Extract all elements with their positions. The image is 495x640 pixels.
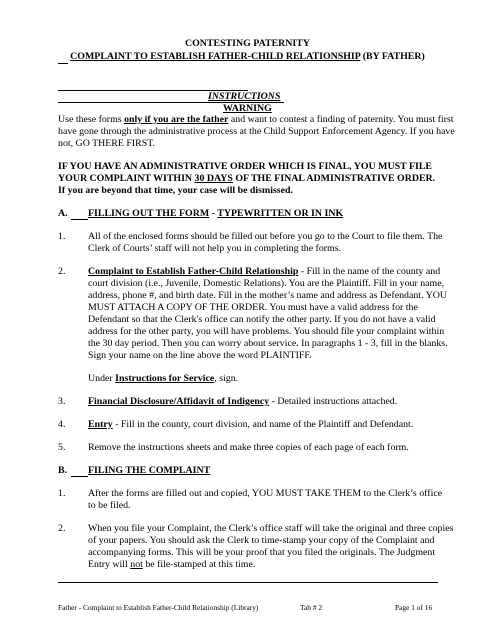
a3-form-name: Financial Disclosure/Affidavit of Indigency	[88, 396, 270, 407]
section-a-title-sub: TYPEWRITTEN OR IN INK	[217, 208, 344, 219]
b1-number: 1.	[58, 488, 66, 499]
section-b-letter: B.	[58, 465, 68, 476]
b2-line-2: of your papers. You should ask the Clerk to time-stamp your copy of the Complaint and	[88, 535, 435, 546]
a2-line-7: the 30 day period. Then you can worry about service. In paragraphs 1 - 3, fill in the blanks.	[88, 338, 448, 349]
a4-line	[88, 419, 413, 431]
a2-form-name: Complaint to Establish Father-Child Relationship	[88, 266, 299, 277]
a2-under-suffix: , sign.	[214, 373, 239, 384]
instructions-heading: INSTRUCTIONS	[208, 91, 281, 102]
b2-line-1: When you file your Complaint, the Clerk’s office staff will take the original and three copies	[88, 523, 454, 534]
section-a-title	[88, 208, 343, 220]
section-a-lead-rule	[71, 219, 88, 220]
a2-line-3: address, phone #, and birth date. Fill in the mother’s name and address as Defendant. YOU	[88, 290, 447, 301]
a2-number: 2.	[58, 266, 66, 277]
a1-line-1: All of the enclosed forms should be filled out before you go to the Court to file them. The	[88, 231, 443, 242]
b2-text: be file-stamped at this time.	[142, 559, 256, 570]
admin-notice-text: OF THE FINAL ADMINISTRATIVE ORDER.	[232, 173, 436, 184]
b2-text: Entry will	[88, 559, 131, 570]
warning-line-1	[58, 114, 454, 126]
b2-line-4	[88, 559, 255, 571]
instructions-for-service-ref: Instructions for Service	[115, 373, 215, 384]
footer-tab: Tab # 2	[300, 603, 323, 612]
warning-text: and want to contest a finding of paternity. You must first	[228, 114, 454, 125]
b2-not-emphasis: not	[130, 559, 143, 570]
a5-line: Remove the instructions sheets and make three copies of each page of each form.	[88, 442, 409, 453]
a3-line	[88, 396, 397, 408]
warning-text: Use these forms	[58, 114, 125, 125]
b1-line-2: to be filed.	[88, 500, 131, 511]
b1-line-1: After the forms are filled out and copied, YOU MUST TAKE THEM to the Clerk’s office	[88, 488, 443, 499]
a2-under-prefix: Under	[88, 373, 116, 384]
warning-heading: WARNING	[223, 103, 272, 114]
a3-text: - Detailed instructions attached.	[269, 396, 398, 407]
a2-text: - Fill in the name of the county and	[298, 266, 441, 277]
document-subtitle	[0, 51, 495, 63]
section-b-lead-rule	[71, 476, 88, 477]
section-b-title: FILING THE COMPLAINT	[88, 465, 211, 476]
b2-number: 2.	[58, 523, 66, 534]
section-a-letter: A.	[58, 208, 68, 219]
a4-form-name: Entry	[88, 419, 113, 430]
document-title: CONTESTING PATERNITY	[184, 38, 310, 49]
footer-page-number: Page 1 of 16	[395, 603, 433, 612]
a4-number: 4.	[58, 419, 66, 430]
a1-number: 1.	[58, 231, 66, 242]
footer-rule	[58, 582, 438, 583]
a2-line-1	[88, 266, 440, 278]
a4-text: - Fill in the county, court division, and name of the Plaintiff and Defendant.	[112, 419, 414, 430]
a2-under-line	[88, 373, 238, 385]
b2-line-3: accompanying forms. This will be your proof that you filed the originals. The Judgment	[88, 547, 436, 558]
admin-notice-line-1: IF YOU HAVE AN ADMINISTRATIVE ORDER WHICH IS FINAL, YOU MUST FILE	[58, 161, 433, 172]
a1-line-2: Clerk of Courts’ staff will not help you in completing the forms.	[88, 243, 342, 254]
a2-line-2: court division (i.e., Juvenile, Domestic Relations). You are the Plaintiff. Fill in your name,	[88, 278, 445, 289]
admin-notice-line-2	[58, 173, 435, 185]
subtitle-suffix: (BY FATHER)	[360, 51, 425, 62]
a5-number: 5.	[58, 442, 66, 453]
footer-document-name: Father - Complaint to Establish Father-Child Relationship (Library)	[58, 603, 259, 612]
section-a-title-main: FILLING OUT THE FORM	[88, 208, 210, 219]
subtitle-main: COMPLAINT TO ESTABLISH FATHER-CHILD RELATIONSHIP	[70, 51, 361, 62]
a2-line-6: address for the other party, you will have problems. You should file your complaint within	[88, 326, 445, 337]
a2-line-5: Defendant so that the Clerk's office can notify the other party. If you do not have a valid	[88, 314, 436, 325]
section-a-title-sep: -	[209, 208, 218, 219]
a3-number: 3.	[58, 396, 66, 407]
subtitle-lead-rule	[58, 63, 68, 64]
a2-line-4: MUST ATTACH A COPY OF THE ORDER. You must have a valid address for the	[88, 302, 418, 313]
a2-line-8: Sign your name on the line above the word PLAINTIFF.	[88, 350, 312, 361]
warning-emphasis: only if you are the father	[124, 114, 229, 125]
warning-line-2: have gone through the administrative process at the Child Support Enforcement Agency. If you have	[58, 126, 455, 137]
admin-notice-text: YOUR COMPLAINT WITHIN	[58, 173, 195, 184]
warning-line-3: not, GO THERE FIRST.	[58, 138, 156, 149]
admin-notice-deadline: 30 DAYS	[194, 173, 233, 184]
admin-notice-line-3: If you are beyond that time, your case will be dismissed.	[58, 185, 293, 196]
